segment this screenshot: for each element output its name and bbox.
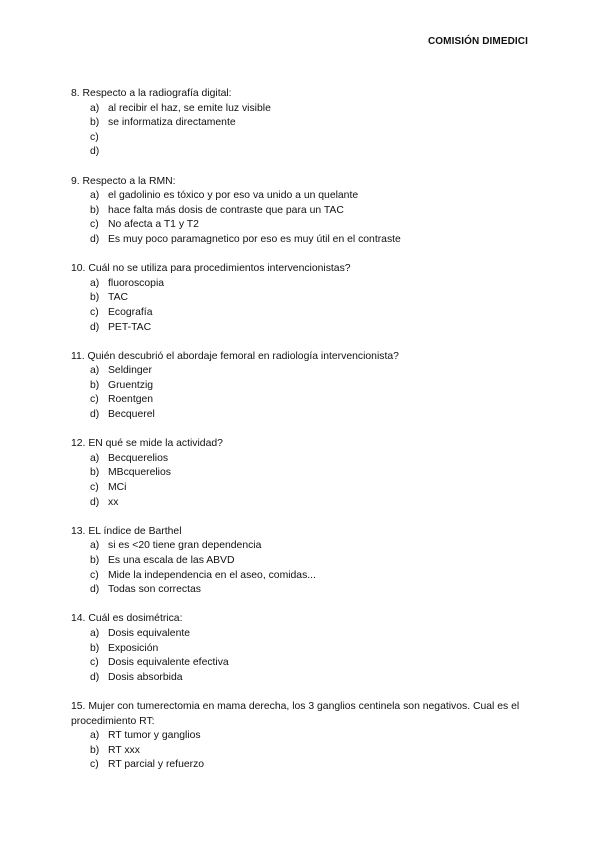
option-letter: d) [90, 233, 100, 245]
question-block [71, 175, 531, 248]
option-letter: b) [90, 204, 100, 216]
answer-option [71, 102, 531, 117]
option-text: Becquerelios [108, 452, 169, 464]
option-letter: a) [90, 730, 100, 742]
answer-option [71, 758, 531, 773]
document-header: COMISIÓN DIMEDICI [427, 36, 528, 47]
question-text: 11. Quién descubrió el abordaje femoral en radiología intervencionista? [71, 350, 399, 362]
option-letter: d) [90, 409, 100, 421]
answer-option [71, 393, 531, 408]
option-text: TAC [108, 292, 129, 304]
answer-option [71, 671, 531, 686]
question-block [71, 350, 531, 423]
answer-option [71, 116, 531, 131]
answer-option [71, 452, 531, 467]
option-letter: a) [90, 190, 100, 202]
answer-option [71, 145, 531, 160]
option-letter: c) [90, 482, 99, 494]
answer-option [71, 554, 531, 569]
answer-options [71, 277, 531, 335]
option-letter: b) [90, 642, 100, 654]
answer-options [71, 452, 531, 510]
option-letter: b) [90, 379, 100, 391]
question-text: 8. Respecto a la radiografía digital: [71, 88, 232, 99]
option-letter: a) [90, 627, 100, 639]
answer-option [71, 233, 531, 248]
answer-option [71, 408, 531, 423]
option-letter: c) [90, 569, 99, 581]
answer-options [71, 627, 531, 685]
question-list [71, 87, 531, 788]
option-letter: a) [90, 365, 100, 377]
option-text: RT tumor y ganglios [108, 730, 201, 742]
answer-option [71, 496, 531, 511]
answer-option [71, 466, 531, 481]
option-text: Gruentzig [108, 379, 154, 391]
question-text: 12. EN qué se mide la actividad? [71, 438, 223, 450]
option-letter: a) [90, 102, 100, 114]
answer-option [71, 291, 531, 306]
answer-option [71, 218, 531, 233]
answer-option [71, 321, 531, 336]
option-text: PET-TAC [108, 321, 152, 333]
question-text: 15. Mujer con tumerectomia en mama derecha, los 3 ganglios centinela son negativos. Cual es el procedimiento RT: [71, 700, 520, 727]
question-block [71, 437, 531, 510]
option-letter: d) [90, 496, 100, 508]
option-text: Es muy poco paramagnetico por eso es muy útil en el contraste [108, 233, 401, 245]
option-text: MBcquerelios [108, 467, 171, 479]
question-block [71, 525, 531, 598]
answer-option [71, 277, 531, 292]
option-letter: b) [90, 744, 100, 756]
option-text [108, 145, 531, 160]
option-letter: a) [90, 452, 100, 464]
option-text: Dosis equivalente [108, 627, 191, 639]
option-letter: c) [90, 131, 99, 143]
answer-options [71, 729, 531, 773]
answer-option [71, 539, 531, 554]
option-text: al recibir el haz, se emite luz visible [108, 102, 271, 114]
question-block [71, 612, 531, 685]
option-text: Roentgen [108, 394, 154, 406]
option-text: hace falta más dosis de contraste que para un TAC [108, 204, 344, 216]
option-letter: a) [90, 540, 100, 552]
option-letter: c) [90, 306, 99, 318]
option-text: Ecografía [108, 306, 153, 318]
answer-options [71, 102, 531, 160]
option-text: fluoroscopia [108, 277, 165, 289]
option-letter: b) [90, 467, 100, 479]
option-letter: c) [90, 657, 99, 669]
option-letter: c) [90, 219, 99, 231]
option-text: xx [108, 496, 119, 508]
option-letter: b) [90, 117, 100, 129]
answer-option [71, 744, 531, 759]
option-letter: c) [90, 394, 99, 406]
option-text: Becquerel [108, 409, 155, 421]
option-text: No afecta a T1 y T2 [108, 219, 199, 231]
option-letter: a) [90, 277, 100, 289]
answer-option [71, 481, 531, 496]
option-text: el gadolinio es tóxico y por eso va unido a un quelante [108, 190, 359, 202]
answer-options [71, 539, 531, 597]
option-letter: c) [90, 759, 99, 771]
question-block [71, 87, 531, 160]
answer-option [71, 583, 531, 598]
answer-option [71, 729, 531, 744]
question-text: 10. Cuál no se utiliza para procedimientos intervencionistas? [71, 263, 351, 275]
option-text: Dosis absorbida [108, 671, 183, 683]
option-text: Es una escala de las ABVD [108, 555, 235, 566]
option-text: MCi [108, 482, 127, 494]
option-letter: b) [90, 555, 100, 566]
answer-option [71, 627, 531, 642]
answer-options [71, 364, 531, 422]
answer-option [71, 204, 531, 219]
option-letter: d) [90, 671, 100, 683]
answer-option [71, 379, 531, 394]
option-text: RT xxx [108, 744, 140, 756]
option-text: Dosis equivalente efectiva [108, 657, 229, 669]
question-block [71, 700, 531, 773]
option-text: se informatiza directamente [108, 117, 236, 129]
question-text: 13. EL índice de Barthel [71, 525, 182, 537]
option-letter: d) [90, 321, 100, 333]
option-letter: b) [90, 292, 100, 304]
question-block [71, 262, 531, 335]
answer-option [71, 306, 531, 321]
answer-option [71, 364, 531, 379]
answer-option [71, 642, 531, 657]
answer-option [71, 569, 531, 584]
option-text: Seldinger [108, 365, 152, 377]
answer-option [71, 189, 531, 204]
question-text: 14. Cuál es dosimétrica: [71, 613, 183, 625]
option-text: Exposición [108, 642, 159, 654]
answer-option [71, 656, 531, 671]
option-text: Todas son correctas [108, 584, 201, 596]
question-text: 9. Respecto a la RMN: [71, 175, 176, 187]
option-text: si es <20 tiene gran dependencia [108, 540, 262, 552]
option-text: RT parcial y refuerzo [108, 759, 205, 771]
option-letter: d) [90, 146, 100, 158]
answer-option [71, 131, 531, 146]
option-letter: d) [90, 584, 100, 596]
option-text [108, 131, 531, 146]
option-text: Mide la independencia en el aseo, comidas... [108, 569, 316, 581]
answer-options [71, 189, 531, 247]
